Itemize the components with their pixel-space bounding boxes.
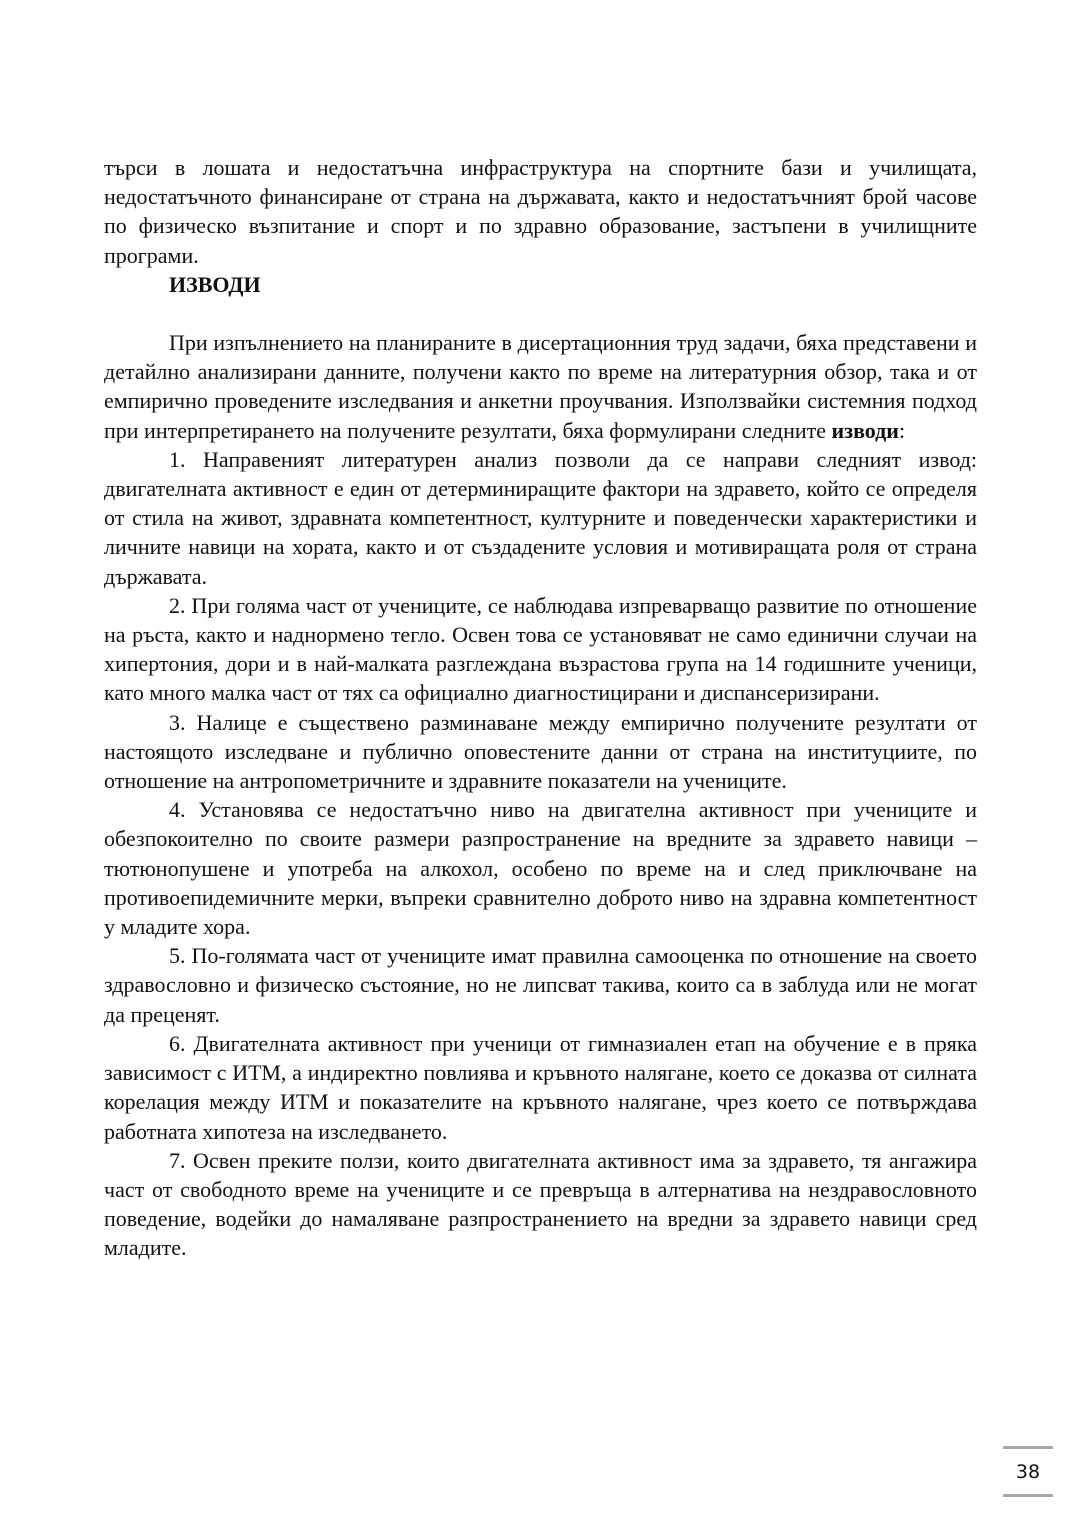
conclusion-item-2: 2. При голяма част от учениците, се наблюдава изпреварващо развитие по отношение на ръста, както и наднормено тегло. Освен това се установяват не само единични случаи на хипертония, дори и в най-малката разглеждана възрастова група на 14 годишните ученици, като много малка част от тях са официално диагностицирани и диспансеризирани. xyxy=(104,592,977,706)
conclusion-item-3: 3. Налице е съществено разминаване между емпирично получените резултати от настоящото изследване и публично оповестените данни от страна на институциите, по отношение на антропометричните и здравните показатели на учениците. xyxy=(104,709,977,794)
conclusion-item-5: 5. По-голямата част от учениците имат правилна самооценка по отношение на своето здравословно и физическо състояние, но не липсват такива, които са в заблуда или не могат да преценят. xyxy=(104,943,977,1027)
lead-emphasis: изводи xyxy=(831,417,899,443)
conclusion-item-6: 6. Двигателната активност при ученици от гимназиален етап на обучение е в пряка зависимост с ИТМ, а индиректно повлиява и кръвното налягане, което се доказва от силната корелация между ИТМ и показателите на кръвното налягане, чрез което се потвърждава работната хипотеза на изследването. xyxy=(104,1030,977,1144)
document-body xyxy=(104,153,977,1263)
intro-paragraph: търси в лошата и недостатъчна инфраструктура на спортните бази и училищата, недостатъчното финансиране от страна на държавата, както и недостатъчният брой часове по физическо възпитание и спорт и по здравно образование, застъпени в училищните програми. xyxy=(104,155,977,268)
conclusion-item-7: 7. Освен преките ползи, които двигателната активност има за здравето, тя ангажира част от свободното време на учениците и се превръща в алтернатива на нездравословното поведение, водейки до намаляване разпространението на вредни за здравето навици сред младите. xyxy=(104,1147,977,1261)
lead-paragraph xyxy=(104,328,977,445)
conclusion-item-1: 1. Направеният литературен анализ позволи да се направи следният извод: двигателната активност е един от детерминиращите фактори на здравето, който се определя от стила на живот, здравната компетентност, културните и поведенчески характеристики и личните навици на хората, както и от създадените условия и мотивиращата роля от страна държавата. xyxy=(104,446,977,589)
lead-punctuation: : xyxy=(898,417,906,443)
conclusion-item-4: 4. Установява се недостатъчно ниво на двигателна активност при учениците и обезпокоително по своите размери разпространение на вредните за здравето навици – тютюнопушене и употреба на алкохол, особено по време на и след приключване на противоепидемичните мерки, въпреки сравнително доброто ниво на здравна компетентност у младите хора. xyxy=(104,797,977,940)
page-number: 38 xyxy=(1003,1446,1053,1497)
section-heading: ИЗВОДИ xyxy=(169,271,261,297)
lead-text: При изпълнението на планираните в дисертационния труд задачи, бяха представени и детайлно анализирани данните, получени както по време на литературния обзор, така и от емпирично проведените изследвания и анкетни проучвания. Използвайки системния подход при интерпретирането на получените резултати, бяха формулирани следните xyxy=(104,330,977,443)
